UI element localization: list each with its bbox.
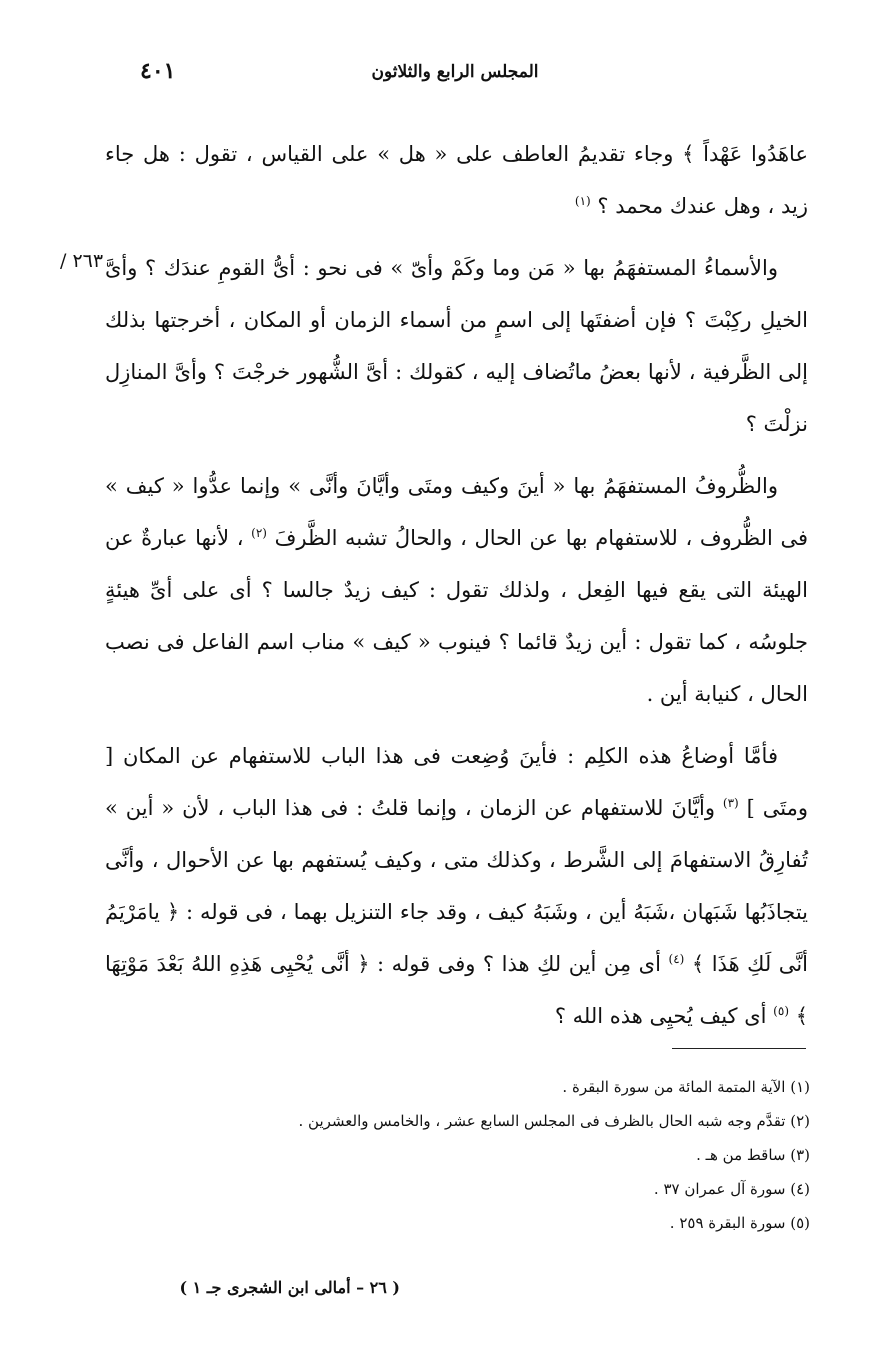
paragraph-2	[105, 242, 808, 450]
footnote-2: (٢) تقدَّم وجه شبه الحال بالظرف فى المجلس السابع عشر ، والخامس والعشرين .	[298, 1112, 810, 1130]
paragraph-3	[105, 460, 808, 720]
paragraph-4-text-a: فأمَّا أوضاعُ هذه الكلِم : فأينَ وُضِعت فى هذا الباب للاستفهام عن المكان [ ومتَى ]	[105, 744, 808, 820]
paragraph-4-text-d: أى كيف يُحيِى هذه الله ؟	[554, 1004, 767, 1028]
paragraph-3-text-a: والظُّروفُ المستفهَمُ بها « أينَ وكيف ومتَى وأيَّانَ وأنَّى » وإنما عدُّوا « كيف » فى الظُّروف ، للاستفهام بها عن الحال ، والحالُ تشبه الظَّرفَ	[105, 474, 808, 550]
footnote-divider	[672, 1048, 806, 1049]
paragraph-1	[105, 128, 808, 232]
printer-signature: ( ٢٦ – أمالى ابن الشجرى جـ ١ )	[179, 1278, 400, 1297]
footnote-ref-3: (٣)	[722, 796, 739, 810]
footnote-ref-2: (٢)	[251, 526, 267, 540]
footnotes	[180, 1070, 810, 1240]
page-number: ٤٠١	[140, 58, 176, 84]
paragraph-2-text: والأسماءُ المستفهَمُ بها « مَن وما وكَمْ وأىّ » فى نحو : أىُّ القومِ عندَك ؟ وأىَّ الخيلِ ركِبْتَ ؟ فإن أضفتَها إلى اسمٍ من أسماء الزمان أو المكان ، أخرجتها بذلك إلى الظَّرفية ، لأنها بعضُ ماتُضاف إليه ، كقولك : أىَّ الشُّهور خرجْتَ ؟ وأىَّ المنازِل نزلْتَ ؟	[105, 256, 808, 436]
main-text	[105, 128, 808, 1052]
paragraph-4	[105, 730, 808, 1042]
footnote-3: (٣) ساقط من هـ .	[696, 1146, 810, 1164]
paragraph-4-text-c: أى مِن أين لكِ هذا ؟ وفى قوله : ﴿ أنَّى يُحْيِى هَذِهِ اللهُ بَعْدَ مَوْتِهَا ﴾	[105, 952, 808, 1028]
paragraph-1-text: عاهَدُوا عَهْداً ﴾ وجاء تقديمُ العاطف على « هل » على القياس ، تقول : هل جاء زيد ، وهل عندك محمد ؟	[105, 142, 808, 218]
paragraph-4-text-b: وأيَّانَ للاستفهام عن الزمان ، وإنما قلتُ : فى هذا الباب ، لأن « أين » تُفارِقُ الاستفهامَ إلى الشَّرط ، وكذلك متى ، وكيف يُستفهم بها عن الأحوال ، وأنَّى يتجاذَبُها شَبَهان ،شَبَهُ أين ، وشَبَهُ كيف ، وقد جاء التنزيل بهما ، فى قوله : ﴿ يامَرْيَمُ أنَّى لَكِ هَذَا ﴾	[105, 796, 808, 976]
paragraph-3-text-b: ، لأنها عبارةٌ عن الهيئة التى يقع فيها الفِعل ، ولذلك تقول : كيف زيدٌ جالسا ؟ أى على أىِّ هيئةٍ جلوسُه ، كما تقول : أين زيدٌ قائما ؟ فينوب « كيف » مناب اسم الفاعل فى نصب الحال ، كنيابة أين .	[105, 526, 808, 706]
footnote-ref-5: (٥)	[773, 1004, 789, 1018]
footnote-4: (٤) سورة آل عمران ٣٧ .	[653, 1180, 810, 1198]
footnote-5: (٥) سورة البقرة ٢٥٩ .	[669, 1214, 810, 1232]
footnote-ref-1: (١)	[574, 194, 591, 208]
running-title: المجلس الرابع والثلاثون	[371, 62, 539, 82]
margin-page-reference: ٢٦٣ /	[60, 250, 104, 272]
footnote-ref-4: (٤)	[668, 952, 685, 966]
footnote-1: (١) الآية المتمة المائة من سورة البقرة .	[562, 1078, 810, 1096]
